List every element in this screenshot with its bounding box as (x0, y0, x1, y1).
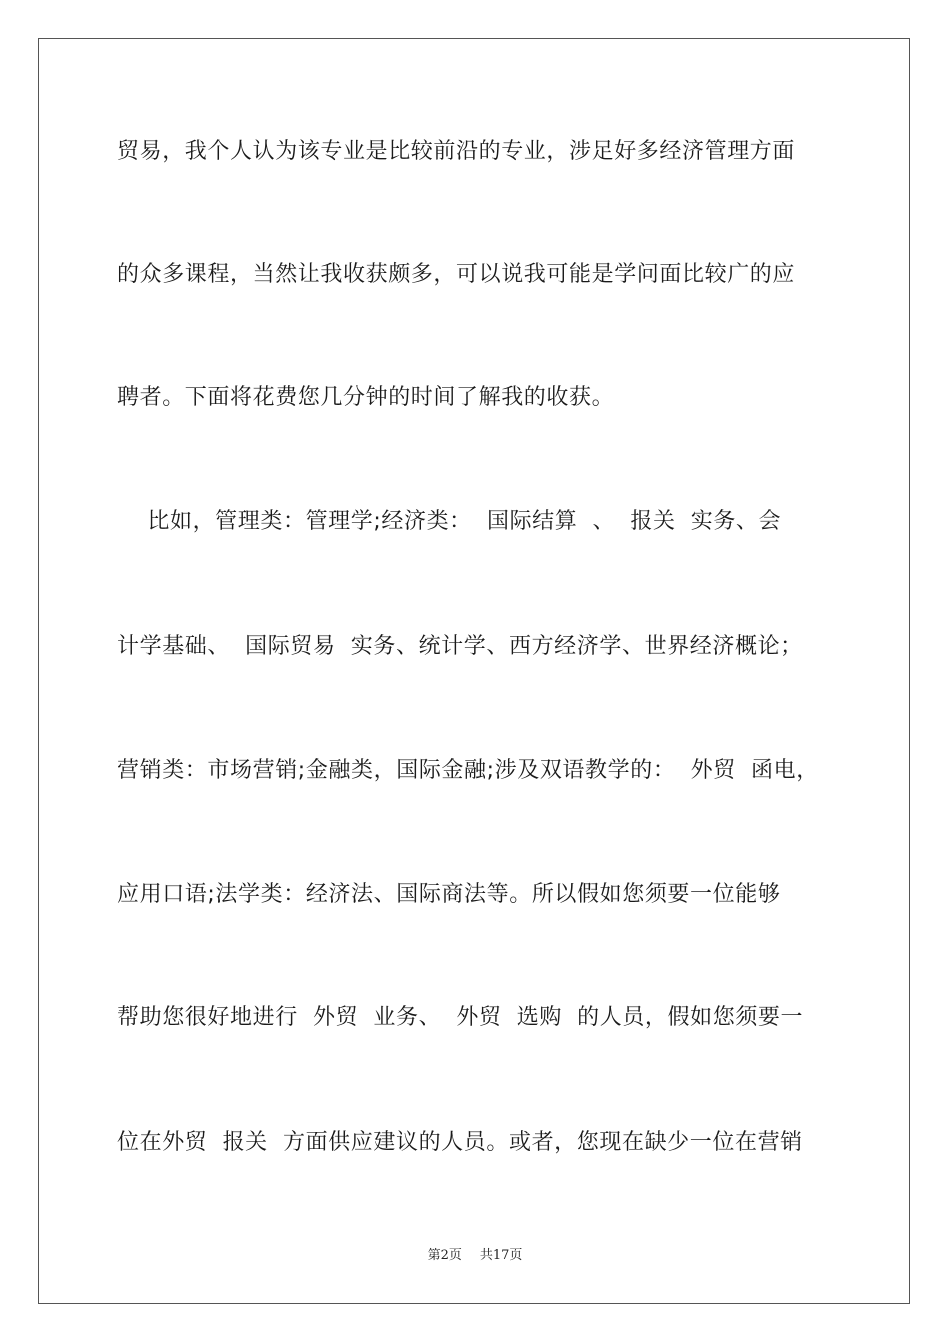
page-footer (0, 1248, 950, 1264)
page-number: 第2页 (427, 1248, 462, 1263)
text-line: 贸易，我个人认为该专业是比较前沿的专业，涉足好多经济管理方面 (117, 139, 796, 164)
text-line: 计学基础、 国际贸易 实务、统计学、西方经济学、世界经济概论； (117, 634, 803, 659)
page-border (38, 38, 910, 1304)
text-line: 比如，管理类：管理学;经济类： 国际结算 、 报关 实务、会 (117, 509, 782, 534)
text-line: 的众多课程，当然让我收获颇多，可以说我可能是学问面比较广的应 (117, 262, 796, 287)
text-line: 聘者。下面将花费您几分钟的时间了解我的收获。 (117, 385, 615, 410)
text-line: 位在外贸 报关 方面供应建议的人员。或者，您现在缺少一位在营销 (117, 1130, 803, 1155)
text-line: 帮助您很好地进行 外贸 业务、 外贸 选购 的人员，假如您须要一 (117, 1005, 804, 1030)
text-line: 应用口语;法学类：经济法、国际商法等。所以假如您须要一位能够 (117, 882, 781, 907)
text-line: 营销类：市场营销;金融类，国际金融;涉及双语教学的： 外贸 函电， (117, 758, 819, 783)
page-total: 共17页 (479, 1248, 523, 1263)
